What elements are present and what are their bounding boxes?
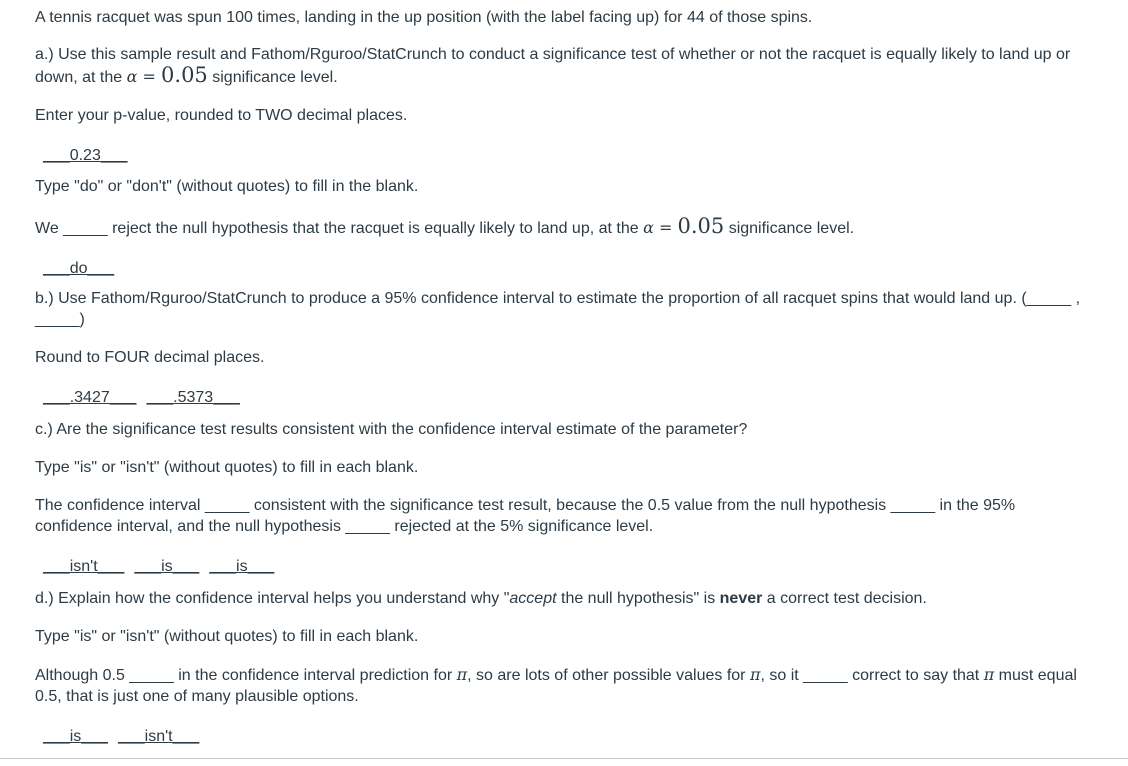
question-c-instruction: Type "is" or "isn't" (without quotes) to fill in each blank. [35,459,419,476]
question-d-sentence: Although 0.5 _____ in the confidence interval prediction for π, so are lots of other possible values for π, so it _____ correct to say that π must equal 0.5, that is just one of many plausible options. [35,665,1077,705]
question-c-text: c.) Are the significance test results consistent with the confidence interval estimate of the parameter? [35,421,748,438]
equals: = [142,67,156,86]
question-d-instruction: Type "is" or "isn't" (without quotes) to fill in each blank. [35,628,419,645]
pi-symbol: π [456,665,468,684]
question-a-instruction: Enter your p-value, rounded to TWO decimal places. [35,107,408,124]
answer-pvalue: ___0.23___ [43,147,128,164]
pi-symbol: π [749,665,761,684]
q-text: significance level. [207,69,338,86]
q-text: a.) Use this sample result and Fathom/Rguroo/StatCrunch to conduct a significance test of whether or not the racquet is equally likely to land up or down, at the [35,46,1071,86]
answer-c3: ___is___ [209,558,275,575]
question-c-sentence: The confidence interval _____ consistent with the significance test result, because the 0.5 value from the null hypothesis _____ in the 95% confidence interval, and the null hypothesis _____ rejected at the 5% significance level. [35,497,1016,535]
pi-symbol: π [983,665,995,684]
question-b-instruction: Round to FOUR decimal places. [35,349,265,366]
alpha-expression [126,63,208,87]
q-text: We _____ reject the null hypothesis that the racquet is equally likely to land up, at the [35,220,644,237]
answer-row [43,145,1103,166]
answer-c1: ___isn't___ [43,558,125,575]
question-a-instruction-2: Type "do" or "don't" (without quotes) to fill in the blank. [35,178,419,195]
intro-text: A tennis racquet was spun 100 times, landing in the up position (with the label facing up) for 44 of those spins. [35,9,813,26]
answer-upper: ___.5373___ [146,389,240,406]
question-d-text: d.) Explain how the confidence interval helps you understand why "accept the null hypothesis" is never a correct test decision. [35,590,927,607]
question-a-text [35,44,1095,88]
answer-do: ___do___ [43,260,115,277]
question-b-text: b.) Use Fathom/Rguroo/StatCrunch to produce a 95% confidence interval to estimate the proportion of all racquet spins that would land up. (_____ , _____) [35,290,1081,328]
alpha-value: 0.05 [161,63,208,87]
alpha-symbol: α [126,67,138,86]
answer-d1: ___is___ [43,728,108,745]
answer-d2: ___isn't___ [117,728,200,745]
alpha-expression: α = 0.05 [643,214,725,238]
answer-c2: ___is___ [134,558,200,575]
question-a-sentence [35,216,1095,239]
answer-row [43,387,1103,408]
q-text: significance level. [724,220,855,237]
answer-row [43,258,1103,279]
answer-lower: ___.3427___ [43,389,137,406]
answer-row [43,556,1103,577]
bottom-divider [0,758,1128,759]
answer-row [43,726,1103,747]
